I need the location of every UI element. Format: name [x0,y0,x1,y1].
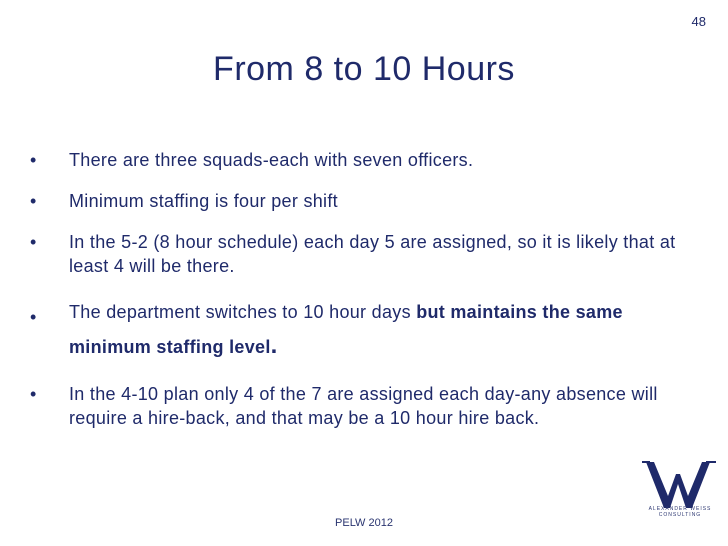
bullet-dot-icon: • [30,384,37,404]
bullet-text: There are three squads-each with seven officers. [69,150,474,170]
bullet-text: In the 5-2 (8 hour schedule) each day 5 are assigned, so it is likely that at least 4 will be there. [69,232,676,276]
logo-caption: ALEXANDER WEISS CONSULTING [648,506,712,518]
bullet-item [26,148,686,172]
slide-footer: PELW 2012 [335,517,393,529]
bullet-dot-icon: • [30,191,37,211]
bullet-item [26,295,686,364]
bullet-text: In the 4-10 plan only 4 of the 7 are assigned each day-any absence will require a hire-back, and that may be a 10 hour hire back. [69,384,658,428]
bullet-dot-icon: • [30,232,37,252]
bullet-text-normal: The department switches to 10 hour days [69,302,417,322]
bullet-text-period: . [270,332,278,359]
bullet-list [26,148,686,430]
bullet-dot-icon: • [30,307,37,327]
slide-number: 48 [691,14,706,29]
bullet-text-bold: but maintains the same minimum staffing level [69,302,623,357]
bullet-item [26,230,686,278]
bullet-dot-icon: • [30,150,37,170]
bullet-item [26,382,686,430]
bullet-item [26,189,686,213]
bullet-text: Minimum staffing is four per shift [69,191,338,211]
slide-title: From 8 to 10 Hours [213,50,515,88]
